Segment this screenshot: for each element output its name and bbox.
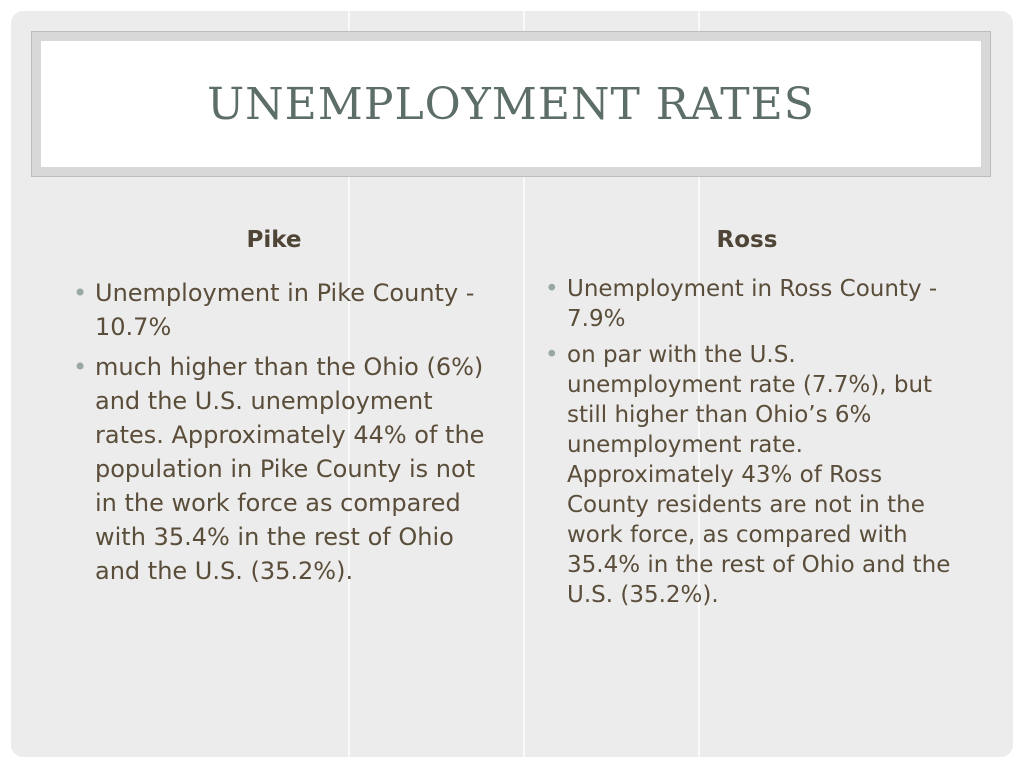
title-box bbox=[41, 41, 981, 167]
bullet-text: Unemployment in Ross County - 7.9% bbox=[567, 276, 938, 332]
slide-title: UNEMPLOYMENT RATES bbox=[207, 78, 815, 130]
bullet-icon: • bbox=[545, 342, 559, 368]
slide bbox=[11, 11, 1013, 757]
column-heading-ross: Ross bbox=[716, 227, 778, 253]
bullet-text: Unemployment in Pike County - 10.7% bbox=[95, 279, 475, 341]
ross-bullet-list bbox=[542, 274, 967, 616]
list-item bbox=[542, 274, 967, 334]
bullet-icon: • bbox=[73, 353, 88, 381]
list-item bbox=[70, 350, 500, 588]
list-item bbox=[542, 340, 967, 610]
column-heading-pike: Pike bbox=[246, 227, 302, 253]
title-frame bbox=[31, 31, 991, 177]
bullet-text: on par with the U.S. unemployment rate (7.7%), but still higher than Ohio’s 6% unemployment rate. Approximately 43% of Ross County residents are not in the work force, as compared with 35.4% in the rest of Ohio and the U.S. (35.2%). bbox=[567, 342, 951, 608]
list-item bbox=[70, 276, 500, 344]
bullet-icon: • bbox=[73, 279, 88, 307]
bullet-icon: • bbox=[545, 276, 559, 302]
bullet-text: much higher than the Ohio (6%) and the U.S. unemployment rates. Approximately 44% of the population in Pike County is not in the work force as compared with 35.4% in the rest of Ohio and the U.S. (35.2%). bbox=[95, 353, 485, 585]
pike-bullet-list bbox=[70, 276, 500, 594]
